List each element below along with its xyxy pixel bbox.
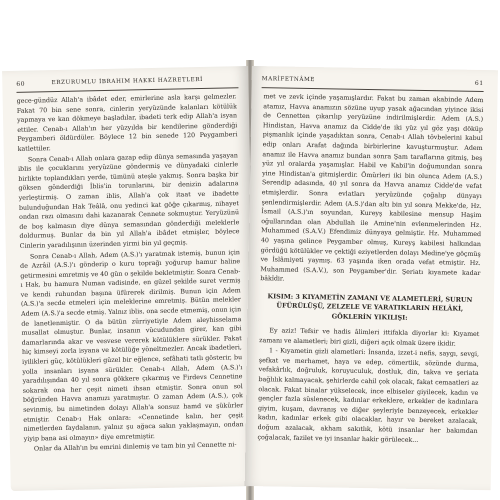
- right-text-column: [257, 92, 483, 447]
- right-running-title: MARİFETNÂME: [261, 76, 316, 84]
- right-running-header: [262, 76, 484, 92]
- right-page: [245, 66, 498, 490]
- left-paragraph: Sonra Cenab-ı Allah onlara gazap edip dünya semasında yaşayan iblis ile çocuklarını yeryüzüne göndermiş ve dünyadaki cinlerle birlikte toplandıkları yerde, tümünü ateşle yakmış. Sonra başka bir göksen gönderdiği İblis'in torunlarını, bir denizin adalarına yerleştirmiş. O zaman iblis, Allah'a çok itaat ve ibadette bulunduğundan Hak Teâlâ, onu yedinci kat göğe çıkarmış, nihayet ondan razı olmasını dahi kazanarak Cennete sokmuştur. Yeryüzünü de boş kalmasın diye dünya semasından gönderdiği meleklerle doldurmuş. Bunlar da bin yıl Allah'a ibâdet etmişler, böylece Cinlerin yaradılışının üzerinden yirmi bin yıl geçmiş.: [18, 151, 240, 250]
- right-paragraph: 1 - Kıyametin gizli alametleri: İnsanda, izzet-i nefis, saygı, sevgi, şefkat ve merhamet, haya ve edep, cömertlik, sözünde durma, vefakârlık, doğruluk, koruyuculuk, dostluk, din, takva ve şeriata bağlılık kalmayacak, şehirlerde cahil çok olacak, fakat cemaatleri az olacak. Fakat binalar yükselecek, ince elbiseler giyilecek, kadın ve gençler fazla süslenecek, kadınlar erkeklere, erkekler de kadınlara giyim, kuşam, davranış ve diğer şeyleriyle benzeyecek, erkekler kadın, kadınlar erkek gibi olacaklar, hayır ve bereket azalacak, doğum azalacak, akham sakıtlık, kötü insanlar her bakımdan çoğalacak, fazilet ve iyi insanlar hakir görülecek...: [257, 347, 480, 444]
- left-text-column: [17, 92, 244, 455]
- left-paragraph: Sonra Cenab-ı Allah, Adem (A.S.)'ı yaratmak istemiş, bunun için de Azrâil (A.S.)'ı gönderip o kuru toprağı yoğurup hamur haline getirmesini emretmiş ve 40 gün o şekilde bekletmiştir. Sonra Cenab-ı Hak, bu hamura Numan vadisinde, en güzel şekilde suret vermiş ve kendi ruhundan başına üfürerek dirilmiş. Bunun için Adem (A.S.)'a secde etmeleri için meleklerine emretmiş. Bütün melekler Adem (A.S.)'a secde etmiş. Yalnız iblis, ona secde etmemiş, onun için de lanetlenmiştir. O da bütün zürriyetiyle Adem aleyhisselama musallat olmuştur. Bunlar, insanın vücudundan girer, kan gibi damarlarında akar ve vesvese vererek kötülüklere sürükler. Fakat hiç kimseyi zorla isyana ve kötülüğe yöneltmezler. Ancak ibadetleri, iyilikleri güç, kötülükleri güzel bir eğlence, sefâhati tatlı gösterir, bu yolla insanları isyana sürükler. Cenab-ı Allah, Adem (A.S.)'ı yaradılışından 40 yıl sonra gökkere çıkarmış ve Firdevs Cennetine sokarak ona her çeşit nimeti ihsan etmiştir. Sonra onun sol böğründen Havva anamızı yaratmıştır. O zaman Adem (A.S.), çok sevinmiş, bu nimetinden dolayı Allah'a sonsuz hamd ve şükürler etmiştir. Cenab-ı Hak onlara: «Cennetinde kalın, her çeşit nimetlerden faydalanın, yalnız şu ağaca sakın yaklaşmayın, ondan yiyip bana asi olmayın» diye emretmiştir.: [20, 248, 244, 443]
- left-page-number: 60: [16, 80, 26, 88]
- left-page: [2, 66, 257, 491]
- left-running-header: [16, 76, 238, 93]
- section-heading: KISIM: 3 KIYAMETİN ZAMANI VE ALAMETLERİ, SURUN ÜFÜRÜLÜŞÜ, ZELZELE VE YARATIKLARIN HELÂKİ, GÖKLERİN YIKILIŞI:: [267, 292, 473, 322]
- left-paragraph: Onlar da Allah'ın bu emrini dinlemiş ve tam bin yıl Cennette ni-: [33, 441, 237, 453]
- left-running-title: ERZURUMLU İBRAHIM HAKKI HAZRETLERİ: [51, 76, 204, 87]
- left-paragraph: gece-gündüz Allah'a ibâdet eder, emirlerine asla karşı gelmezler. Fakat 70 bin sene sonra, cinlerin yeryüzünde kalanları kötülük yapmaya ve kan dökmeye başladılar, ibadeti terk edip Allah'a isyan ettiler. Cenab-ı Allah'ın her yüzyılda bir kendilerine gönderdiği Peygamberi öldürdüler. Böylece 12 bin senede 120 Peygamberi katlettiler.: [16, 93, 238, 153]
- right-page-number: 61: [474, 79, 484, 88]
- right-paragraph: met ve zevk içinde yaşamışlardır. Fakat bu zaman akabinde Adem atamız, Havva anamızın sözüne uyup yasak ağacından yiyince ikisi de Cennetten çıkarılıp yeryüzüne indirilmişlerdir. Adem (A.S.) Hindistan, Havva anamız da Cidde'de iki yüz yıl göz yaşı döküp pişmanlık içinde yaşadıktan sonra, Cenab-ı Allah tövbelerini kabul edip onları Arafat dağında birbirlerine kavuşturmuştur. Adem anamız ile Havva anamız bundan sonra Şam taraflarına gitmiş, beş yüz yıl oralarda yaşamışlar. Habil ve Kabil'in doğumundan sonra yine Hindistan'a gitmişlerdir. Ömürleri iki bin olunca Adem (A.S.) Serendip adasında, 40 yıl sonra da Havva anamız Cidde'de vefat etmişlerdir. Sonra evlatları yeryüzünde çoğalıp dünyayı şenlendirmişlerdir. Adem (A.S.)'dan altı bin yıl sonra Mekke'de, Hz. İsmail (A.S.)'ın soyundan, Kureyş kabilesine mensup Haşim oğullarından olan Abdullah ile Amine'nin evlenmelerinden Hz. Muhammed (S.A.V.) Efendimiz dünyaya gelmiştir. Hz. Muhammed 40 yaşına gelince Peygamber olmuş, Kureyş kabilesi halkından gördüğü kötülükler ve çektiği eziyetlerden dolayı Medine'ye göçmüş ve İslâmiyeti yaymış. 63 yaşında iken orada vefat etmiştir. Hz. Muhammed (S.A.V.), son Peygamber'dir. Şeriatı kıyamete kadar bâkîdir.: [260, 93, 484, 283]
- right-paragraph: Ey aziz! Tefsir ve hadis âlimleri ittifakla diyorlar ki: Kıyamet zamanı ve alametleri; biri gizli, diğeri açık olmak üzere ikidir.: [259, 327, 480, 348]
